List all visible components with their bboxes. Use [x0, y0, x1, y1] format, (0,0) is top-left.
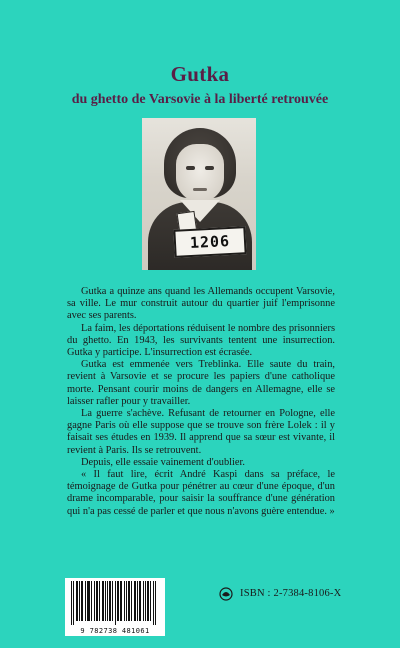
- barcode-bars: [71, 581, 159, 625]
- portrait-photo: [142, 118, 256, 270]
- publisher-logo-icon: [219, 587, 233, 601]
- blurb-paragraph: Gutka a quinze ans quand les Allemands occupent Varsovie, sa ville. Le mur construit autour du quartier juif l'emprisonne avec ses parents.: [67, 286, 335, 322]
- blurb-quote: « Il faut lire, écrit André Kaspi dans sa préface, le témoignage de Gutka pour pénétrer au cœur d'une époque, d'un drame incomparable, pour saisir la souffrance d'une génération qui n'a pas cessé de parler et que nous n'avons guère entendue. »: [67, 469, 335, 517]
- blurb-paragraph: Depuis, elle essaie vainement d'oublier.: [81, 456, 246, 468]
- photo-number-tag: 1206: [173, 226, 246, 258]
- barcode: [65, 578, 165, 636]
- barcode-digits: 9 782738 481061: [80, 627, 150, 635]
- isbn-number: ISBN : 2-7384-8106-X: [240, 588, 342, 599]
- book-subtitle: du ghetto de Varsovie à la liberté retrouvée: [71, 92, 329, 107]
- photo-mouth: [193, 188, 207, 191]
- blurb-paragraph: La guerre s'achève. Refusant de retourner en Pologne, elle gagne Paris où elle suppose que se trouve son frère Lolek : il y faisait ses études en 1939. Il apprend que sa sœur est vivante, il revient à Paris. Ils se retrouvent.: [67, 408, 335, 456]
- photo-eye-right: [205, 166, 214, 170]
- back-cover-blurb: [67, 286, 335, 518]
- photo-face: [176, 144, 224, 202]
- book-title: Gutka: [170, 62, 230, 86]
- blurb-paragraph: La faim, les déportations réduisent le nombre des prisonniers du ghetto. En 1943, les survivants tentent une insurrection. Gutka y participe. L'insurrection est écrasée.: [67, 322, 335, 359]
- blurb-paragraph: Gutka est emmenée vers Treblinka. Elle saute du train, revient à Varsovie et se procure les papiers d'une catholique morte. Pensant courir moins de dangers en Allemagne, elle se laisser rafler pour y travailler.: [67, 359, 335, 407]
- photo-eye-left: [186, 166, 195, 170]
